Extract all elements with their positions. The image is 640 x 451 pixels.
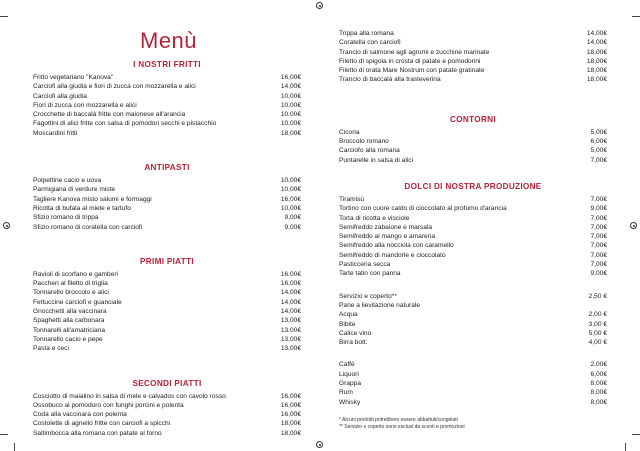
menu-item-name: Carciofi alla giudia e fiori di zucca con mozzarella e alici: [33, 83, 196, 91]
menu-item-price: 8,00€: [590, 398, 607, 406]
menu-item-price: 4,00 €: [588, 339, 607, 347]
menu-item: [339, 57, 607, 66]
section-title-contorni: CONTORNI: [450, 114, 496, 124]
menu-item: [33, 73, 301, 82]
menu-item-name: Caffè: [339, 361, 355, 369]
item-list-contorni: [339, 128, 607, 165]
menu-item: [339, 310, 607, 319]
menu-item-name: Carciofi alla giudia: [33, 92, 87, 100]
registration-mark-left-icon: [3, 222, 10, 229]
menu-item: [339, 66, 607, 75]
menu-item-price: 14,00€: [586, 39, 607, 47]
menu-item: [33, 101, 301, 110]
menu-item: [33, 288, 301, 297]
menu-item-name: Filetto di spigola in crosta di patate e pomodorini: [339, 57, 481, 65]
menu-item: [339, 29, 607, 38]
menu-item-price: 7,00€: [590, 242, 607, 250]
menu-item-name: Carciofo alla romana: [339, 147, 400, 155]
menu-item: [33, 129, 301, 138]
crop-mark-icon: [0, 16, 8, 17]
menu-item-name: Coda alla vaccinara con polenta: [33, 411, 127, 419]
menu-item-name: Tonnarelli all'amatriciana: [33, 326, 105, 334]
menu-item: [33, 110, 301, 119]
menu-item: [33, 326, 301, 335]
section-primi: [33, 257, 301, 354]
menu-item-name: Tonnarello broccolo e alici: [33, 289, 109, 297]
menu-item-name: Coratella con carciofi: [339, 39, 401, 47]
menu-item: [339, 146, 607, 155]
menu-item-price: 14,00€: [280, 83, 301, 91]
menu-item-price: 14,00€: [280, 308, 301, 316]
menu-item-price: 7,00€: [590, 251, 607, 259]
menu-item-price: 10,00€: [280, 101, 301, 109]
menu-item-name: Semifreddo al mango e amarena: [339, 233, 436, 241]
menu-item-name: Semifreddo di mandorle e cioccolato: [339, 251, 446, 259]
footnote-2: ** Servizio e coperto sono esclusi da sconti e promozioni: [339, 423, 465, 430]
menu-item-price: 5,00€: [590, 147, 607, 155]
menu-item: [33, 92, 301, 101]
menu-item-name: Servizio e coperto**: [339, 292, 397, 300]
menu-item-name: Torta di ricotta e visciole: [339, 214, 410, 222]
menu-item: [339, 301, 607, 310]
menu-item: [339, 292, 607, 301]
menu-item: [339, 269, 607, 278]
footnote-1: * Alcuni prodotti potrebbero essere abbattuti/congelati: [339, 416, 458, 423]
menu-item-price: 5,00€: [590, 128, 607, 136]
registration-mark-right-icon: [630, 222, 637, 229]
menu-item-price: 2,00€: [590, 361, 607, 369]
menu-item-price: 16,00€: [280, 411, 301, 419]
crop-mark-icon: [0, 434, 8, 435]
menu-item-name: Cosciotto di maialino in salsa di mele e calvados con cavolo rosso: [33, 392, 226, 400]
menu-item-price: 7,00€: [590, 195, 607, 203]
menu-item-price: 8,00€: [590, 380, 607, 388]
crop-mark-icon: [632, 16, 640, 17]
menu-item-price: 7,00€: [590, 261, 607, 269]
menu-item: [33, 270, 301, 279]
item-list-bevande: [339, 360, 607, 406]
menu-item-price: 2,50 €: [588, 292, 607, 300]
menu-item-price: 7,00€: [590, 214, 607, 222]
menu-item-price: 14,00€: [586, 30, 607, 37]
registration-mark-top-icon: [316, 2, 323, 9]
menu-item-price: 9,00€: [590, 270, 607, 278]
menu-item-price: 16,00€: [280, 74, 301, 81]
menu-item: [33, 82, 301, 91]
menu-item-price: 18,00€: [280, 429, 301, 437]
menu-item-name: Ossobuco al pomodoro con funghi porcini e polenta: [33, 401, 184, 409]
item-list-primi: [33, 270, 301, 354]
menu-item-price: 18,00€: [586, 57, 607, 65]
menu-item: [339, 75, 607, 84]
menu-item-price: 2,00 €: [588, 311, 607, 319]
menu-item-price: 9,00€: [590, 205, 607, 213]
menu-item-name: Ricotta di bufala al miele e tartufo: [33, 204, 131, 212]
menu-item-name: Cicoria: [339, 128, 360, 136]
menu-item-price: 7,00€: [590, 156, 607, 164]
menu-item: [339, 379, 607, 388]
menu-item-name: Ravioli di scorfano e gamberi: [33, 270, 119, 278]
section-title-antipasti: ANTIPASTI: [144, 163, 190, 173]
left-column: [33, 60, 301, 438]
menu-item-name: Fagottini di alici fritte con salsa di pomodori secchi e pistacchio: [33, 120, 217, 128]
menu-item: [33, 176, 301, 185]
menu-item-price: 9,00€: [284, 214, 301, 222]
menu-item-price: 18,00€: [586, 67, 607, 75]
menu-item-name: Bibite: [339, 320, 356, 328]
registration-mark-bottom-icon: [316, 441, 323, 448]
menu-item: [339, 388, 607, 397]
section-title-secondi: SECONDI PIATTI: [132, 378, 202, 388]
menu-item-name: Tarte tatin con panna: [339, 270, 401, 278]
menu-item-name: Tagliere Kanova misto salumi e formaggi: [33, 195, 152, 203]
menu-item: [339, 195, 607, 204]
menu-item-name: Tiramisù: [339, 195, 365, 203]
menu-item: [339, 128, 607, 137]
menu-item-name: Birra bott.: [339, 339, 368, 347]
menu-item-price: 16,00€: [280, 280, 301, 288]
menu-item: [339, 320, 607, 329]
menu-item-name: Liquori: [339, 370, 359, 378]
menu-item-price: 10,00€: [280, 92, 301, 100]
menu-item: [339, 260, 607, 269]
item-list-antipasti: [33, 176, 301, 232]
crop-mark-icon: [14, 443, 15, 451]
menu-item: [339, 329, 607, 338]
menu-item-name: Pane a lievitazione naturale: [339, 301, 421, 309]
menu-item-price: 7,00€: [590, 233, 607, 241]
menu-item: [33, 185, 301, 194]
menu-item: [339, 38, 607, 47]
menu-item-price: 10,00€: [280, 111, 301, 119]
menu-item-name: Polpettine cacio e uova: [33, 177, 102, 185]
menu-item-price: 16,00€: [280, 392, 301, 400]
menu-item-price: 14,00€: [280, 298, 301, 306]
section-secondi: [33, 379, 301, 438]
menu-item-price: 8,00€: [590, 389, 607, 397]
menu-item-name: Calice vino: [339, 329, 372, 337]
menu-item: [339, 137, 607, 146]
menu-item: [339, 223, 607, 232]
menu-item: [339, 338, 607, 347]
menu-item-name: Tortino con cuore caldo di cioccolato al profumo d'arancia: [339, 205, 507, 213]
menu-item-name: Sfizio romano di trippa: [33, 214, 99, 222]
item-list-fritti: [33, 73, 301, 138]
crop-mark-icon: [632, 434, 640, 435]
menu-item: [339, 370, 607, 379]
menu-item: [33, 119, 301, 128]
menu-item-name: Saltimbocca alla romana con patate al forno: [33, 429, 162, 437]
menu-item: [33, 410, 301, 419]
menu-item-name: Costolette di agnello fritte con carciofi a spicchi: [33, 420, 171, 428]
section-fritti: [33, 60, 301, 138]
menu-item: [33, 429, 301, 438]
menu-item: [33, 298, 301, 307]
menu-item-price: 7,00€: [590, 223, 607, 231]
menu-item-name: Moscardini fritti: [33, 129, 78, 137]
menu-item-price: 18,00€: [280, 420, 301, 428]
menu-item-name: Trippa alla romana: [339, 30, 394, 37]
menu-item: [339, 232, 607, 241]
menu-item-price: 18,00€: [586, 48, 607, 56]
menu-item-name: Fettuccine carciofi e guanciale: [33, 298, 122, 306]
menu-item-name: Pasticceria secca: [339, 261, 391, 269]
section-title-dolci: DOLCI DI NOSTRA PRODUZIONE: [404, 181, 542, 191]
menu-item: [33, 307, 301, 316]
menu-item-price: 13,00€: [280, 317, 301, 325]
menu-item-name: Whisky: [339, 398, 361, 406]
page-title: Menù: [140, 28, 198, 53]
menu-item: [33, 316, 301, 325]
menu-item-price: 6,00€: [590, 138, 607, 146]
menu-item: [339, 241, 607, 250]
menu-item-price: 10,00€: [280, 177, 301, 185]
menu-item: [33, 419, 301, 428]
menu-item: [33, 335, 301, 344]
menu-item-price: 16,00€: [280, 401, 301, 409]
menu-item-name: Trancio di baccalà alla trasteverina: [339, 76, 441, 84]
menu-item-name: Fritto vegetariano "Kanova": [33, 74, 114, 81]
menu-item-price: 10,00€: [280, 120, 301, 128]
menu-item-price: 9,00€: [284, 223, 301, 231]
item-list-servizio: [339, 292, 607, 348]
item-list-dolci: [339, 195, 607, 279]
menu-item: [33, 204, 301, 213]
menu-item: [33, 392, 301, 401]
section-dolci: [339, 182, 607, 279]
section-contorni: [339, 115, 607, 165]
menu-item-name: Grappa: [339, 380, 361, 388]
section-title-fritti: I NOSTRI FRITTI: [133, 60, 201, 69]
menu-item: [339, 251, 607, 260]
menu-item-name: Puntarelle in salsa di alici: [339, 156, 414, 164]
menu-item-price: 5,00 €: [588, 329, 607, 337]
menu-item-name: Paccheri al filetto di triglia: [33, 280, 108, 288]
menu-item-price: 13,00€: [280, 335, 301, 343]
item-list-secondi-continued: [339, 29, 607, 85]
menu-item: [33, 195, 301, 204]
menu-item-name: Rum: [339, 389, 353, 397]
menu-item-name: Semifreddo alla nocciola con caramello: [339, 242, 454, 250]
item-list-secondi: [33, 392, 301, 438]
menu-item-price: 14,00€: [280, 289, 301, 297]
menu-item: [339, 48, 607, 57]
crop-mark-icon: [625, 443, 626, 451]
menu-item-price: 16,00€: [280, 270, 301, 278]
menu-item-price: 13,00€: [280, 345, 301, 353]
menu-item-price: 10,00€: [280, 204, 301, 212]
menu-item: [33, 223, 301, 232]
menu-item-price: 18,00€: [280, 129, 301, 137]
menu-item-price: 6,00€: [590, 370, 607, 378]
right-column: [339, 29, 607, 431]
section-title-primi: PRIMI PIATTI: [140, 256, 194, 266]
menu-item-name: Tonnarello cacio e pepe: [33, 335, 103, 343]
menu-item: [33, 279, 301, 288]
menu-item: [339, 398, 607, 407]
menu-item: [33, 213, 301, 222]
menu-item: [33, 344, 301, 353]
menu-item-price: 16,00€: [280, 195, 301, 203]
menu-item: [33, 401, 301, 410]
menu-item-name: Semifreddo zabaione e marsala: [339, 223, 433, 231]
menu-item-name: Gnocchetti alla vaccinara: [33, 308, 107, 316]
menu-item-name: Filetto di orata Mare Nostrum con patate gratinate: [339, 67, 485, 75]
menu-item-price: 3,00 €: [588, 320, 607, 328]
menu-item-price: 10,00€: [280, 186, 301, 194]
menu-item-name: Fiori di zucca con mozzarella e alici: [33, 101, 137, 109]
menu-item-name: Sfizio romano di coratella con carciofi: [33, 223, 143, 231]
menu-item-name: Pasta e ceci: [33, 345, 69, 353]
menu-item-name: Crocchette di baccalà fritte con maionese all'arancia: [33, 111, 186, 119]
menu-item-name: Parmigiana di verdure miste: [33, 186, 116, 194]
menu-item: [339, 360, 607, 369]
menu-item-name: Acqua: [339, 311, 358, 319]
menu-item-price: 13,00€: [280, 326, 301, 334]
menu-item: [339, 204, 607, 213]
menu-item: [339, 214, 607, 223]
menu-item: [339, 156, 607, 165]
menu-item-price: 18,00€: [586, 76, 607, 84]
menu-item-name: Spaghetti alla carbonara: [33, 317, 105, 325]
section-antipasti: [33, 163, 301, 232]
menu-item-name: Broccolo romano: [339, 138, 389, 146]
menu-item-name: Trancio di salmone agli agrumi e zucchine marinate: [339, 48, 490, 56]
